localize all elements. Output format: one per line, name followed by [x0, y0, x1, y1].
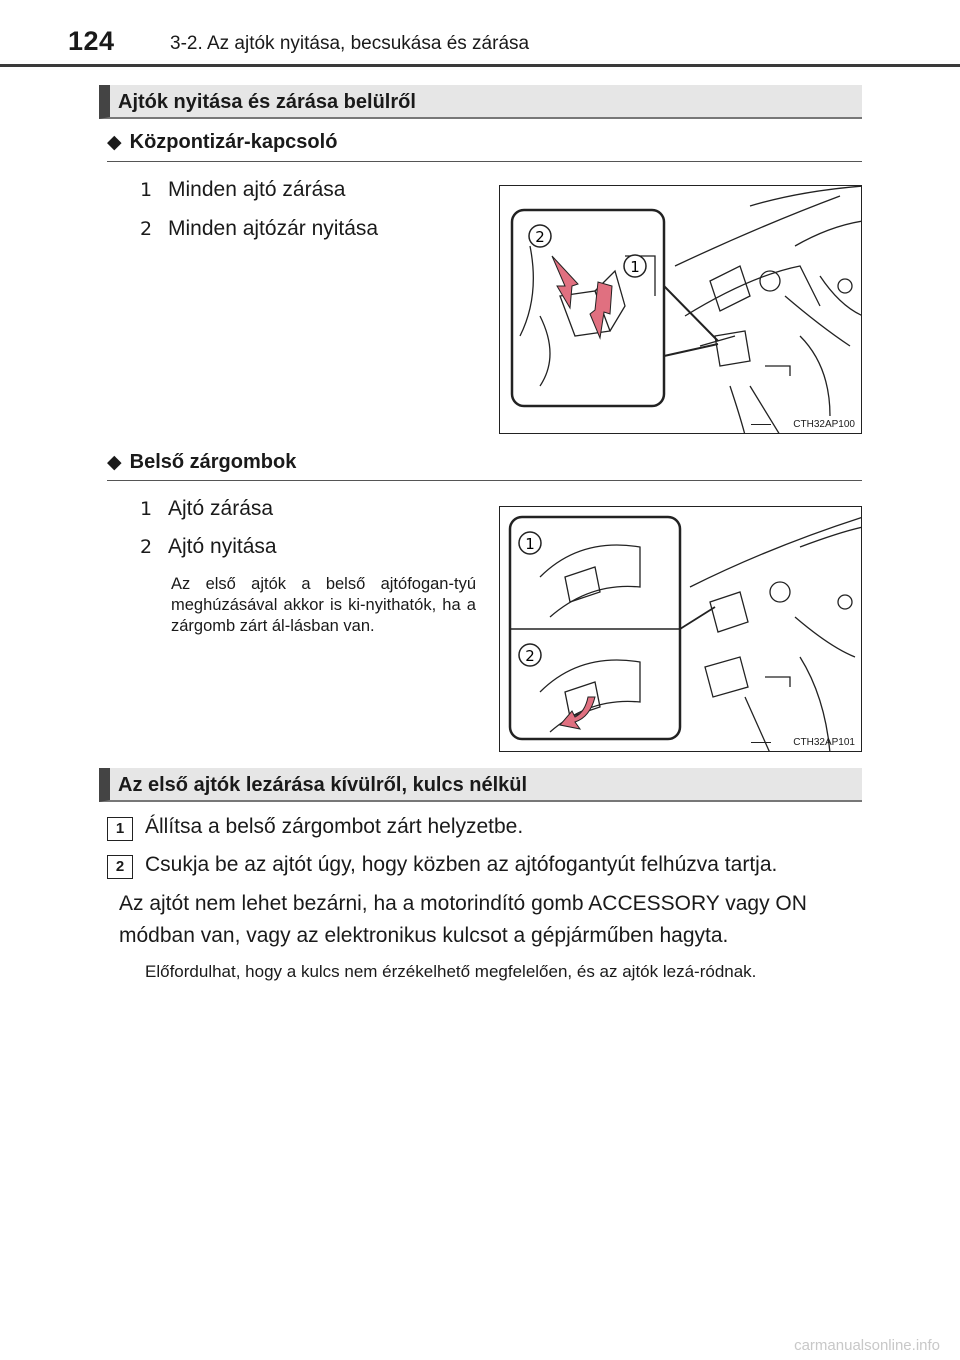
step-number-box: 2	[107, 855, 133, 879]
page-number: 124	[68, 26, 115, 56]
subsection-title: Belső zárgombok	[129, 451, 297, 473]
diamond-bullet-icon: ◆	[107, 132, 122, 153]
step-text: Állítsa a belső zárgombot zárt helyzetbe.	[145, 815, 524, 838]
item-text: Ajtó zárása	[168, 497, 274, 520]
note-text: Az első ajtók a belső ajtófogan-tyú meghúzásával akkor is ki-nyithatók, ha a zárgomb zárt ál-lásban van.	[171, 575, 476, 635]
diamond-bullet-icon: ◆	[107, 452, 122, 473]
subsection-divider	[107, 161, 862, 162]
callout-2: 2	[525, 647, 535, 665]
callout-1: 1	[630, 258, 640, 276]
list-item	[136, 178, 345, 202]
subsection-heading-inside-lock-buttons	[107, 451, 296, 474]
section-heading-outside-lock	[99, 768, 862, 802]
illustration-inside-lock-buttons	[499, 506, 862, 752]
step-number-box: 1	[107, 817, 133, 841]
body-paragraph: Az ajtót nem lehet bezárni, ha a motorindító gomb ACCESSORY vagy ON módban van, vagy az elektronikus kulcsot a gépjárműben hagyta.	[119, 892, 807, 947]
figure-code: CTH32AP101	[793, 737, 855, 748]
item-number: 1	[139, 498, 153, 520]
subsection-heading-central-lock	[107, 131, 337, 154]
callout-1: 1	[525, 535, 535, 553]
section-heading-inside	[99, 85, 862, 119]
item-number: 2	[139, 218, 153, 240]
item-number: 2	[139, 536, 153, 558]
item-text: Minden ajtó zárása	[168, 178, 346, 201]
header-divider	[0, 64, 960, 67]
illustration-central-lock-switch	[499, 185, 862, 434]
step-text: Csukja be az ajtót úgy, hogy közben az ajtófogantyút felhúzva tartja.	[145, 853, 778, 876]
lock-button-drawing	[500, 507, 862, 752]
central-lock-drawing	[500, 186, 862, 434]
section-title: Az első ajtók lezárása kívülről, kulcs nélkül	[118, 774, 528, 796]
list-item	[136, 535, 277, 559]
list-item	[136, 497, 273, 521]
watermark: carmanualsonline.info	[794, 1337, 940, 1354]
callout-2: 2	[535, 228, 545, 246]
item-number: 1	[139, 179, 153, 201]
subsection-divider	[107, 480, 862, 481]
note-text: Előfordulhat, hogy a kulcs nem érzékelhető megfelelően, és az ajtók lezá-ródnak.	[145, 962, 757, 981]
section-title: Ajtók nyitása és zárása belülről	[118, 91, 416, 113]
list-item	[136, 217, 378, 241]
item-text: Ajtó nyitása	[168, 535, 277, 558]
chapter-title: 3-2. Az ajtók nyitása, becsukása és zárása	[170, 33, 530, 54]
item-text: Minden ajtózár nyitása	[168, 217, 379, 240]
figure-code: CTH32AP100	[793, 419, 855, 430]
subsection-title: Központizár-kapcsoló	[129, 131, 338, 153]
